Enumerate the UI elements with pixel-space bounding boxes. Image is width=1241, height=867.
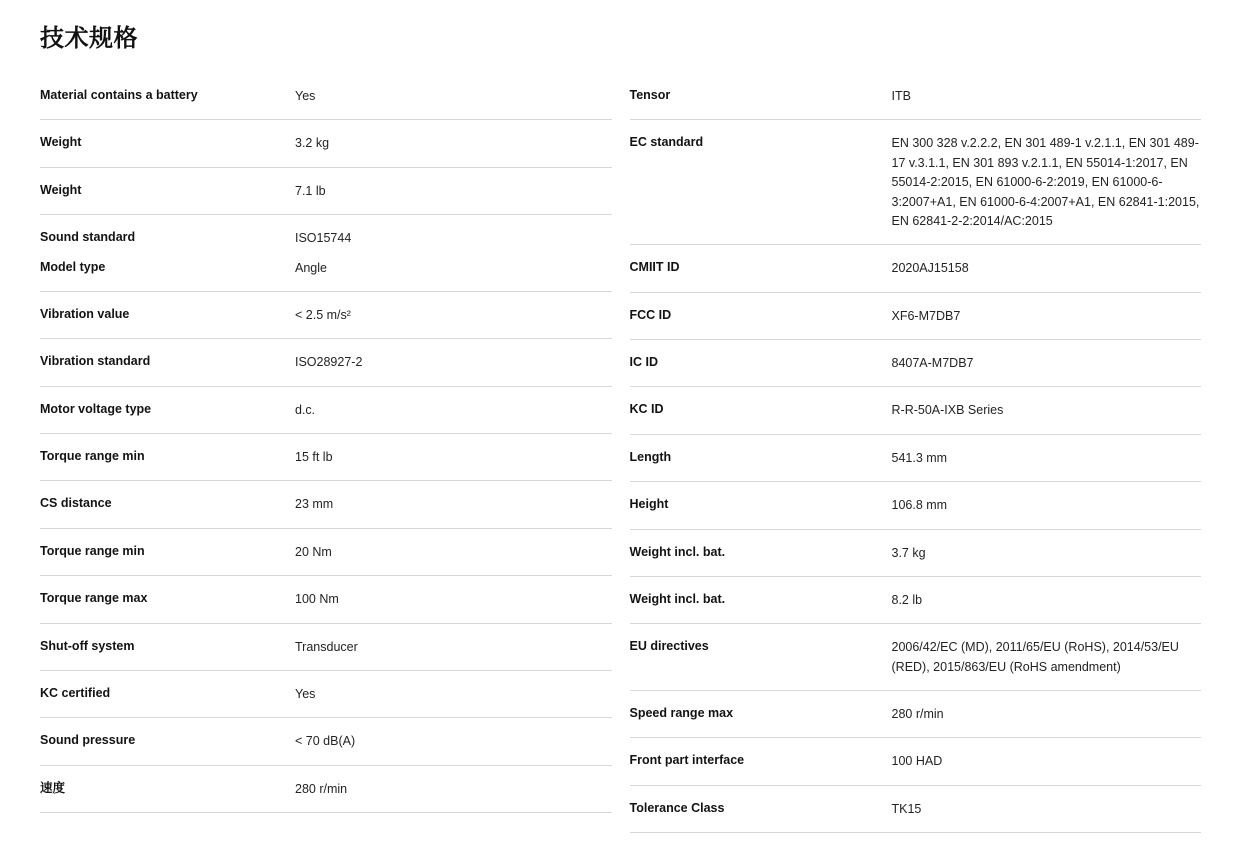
spec-label: IC ID <box>629 355 658 369</box>
spec-label: Sound standard <box>40 230 136 245</box>
spec-value: 2006/42/EC (MD), 2011/65/EU (RoHS), 2014/53/EU (RED), 2015/863/EU (RoHS amendment) <box>891 640 1179 674</box>
spec-label: Length <box>629 449 672 464</box>
spec-row <box>40 168 612 215</box>
spec-label: Weight <box>40 182 82 197</box>
spec-row <box>40 292 612 339</box>
spec-label: Tolerance Class <box>629 800 725 815</box>
spec-label: EC standard <box>629 135 704 150</box>
spec-row <box>630 120 1202 245</box>
spec-row <box>40 624 612 671</box>
spec-label: CMIIT ID <box>629 260 680 275</box>
spec-column-right <box>630 73 1202 833</box>
spec-value: 3.7 kg <box>891 545 926 560</box>
spec-row <box>630 530 1202 577</box>
spec-value: 15 ft lb <box>295 450 333 464</box>
spec-label: Torque range min <box>40 543 145 558</box>
spec-value: 100 Nm <box>295 592 339 607</box>
spec-label: Weight incl. bat. <box>629 591 726 606</box>
spec-value: < 2.5 m/s² <box>295 307 351 322</box>
spec-row <box>40 434 612 481</box>
spec-row <box>630 738 1202 785</box>
spec-row <box>630 691 1202 738</box>
spec-value: 2020AJ15158 <box>891 261 969 276</box>
spec-label: Vibration value <box>40 306 130 321</box>
spec-value: 280 r/min <box>891 707 944 721</box>
spec-value: Angle <box>295 260 327 275</box>
spec-row <box>40 529 612 576</box>
spec-row <box>40 215 612 252</box>
spec-value: R-R-50A-IXB Series <box>891 403 1004 418</box>
spec-row <box>630 340 1202 387</box>
spec-value: 106.8 mm <box>891 498 948 513</box>
spec-value: 280 r/min <box>295 781 348 796</box>
spec-row <box>630 73 1202 120</box>
spec-row <box>630 245 1202 292</box>
spec-label: EU directives <box>629 639 709 654</box>
spec-label: Torque range max <box>40 591 148 606</box>
spec-row <box>40 576 612 623</box>
spec-value: 3.2 kg <box>295 136 330 151</box>
spec-column-left <box>40 73 612 813</box>
spec-row <box>630 624 1202 691</box>
spec-row <box>40 253 612 292</box>
spec-label: Sound pressure <box>40 733 136 748</box>
spec-label: Front part interface <box>629 753 745 768</box>
spec-value: ISO15744 <box>295 231 352 246</box>
spec-value: d.c. <box>295 402 316 417</box>
spec-value: EN 300 328 v.2.2.2, EN 301 489-1 v.2.1.1, EN 301 489-17 v.3.1.1, EN 301 893 v.2.1.1, EN 55014-1:2017, EN 55014-2:2015, EN 61000-6-2:2019, EN 61000-6-3:2007+A1, EN 61000-6-4:2007+A1, EN 62841-1:2015, EN 62841-2-2:2014/AC:2015 <box>891 136 1200 228</box>
spec-value: 23 mm <box>295 497 334 512</box>
spec-value: 8.2 lb <box>891 592 923 607</box>
spec-value: ISO28927-2 <box>295 355 363 370</box>
spec-row <box>630 786 1202 833</box>
spec-row <box>40 481 612 528</box>
spec-row <box>40 120 612 167</box>
spec-value: Yes <box>295 686 316 701</box>
spec-value: 100 HAD <box>891 754 943 769</box>
spec-label: Torque range min <box>40 449 145 463</box>
spec-label: Height <box>629 497 669 512</box>
spec-label: Weight incl. bat. <box>629 544 726 559</box>
spec-row <box>630 293 1202 340</box>
spec-row <box>630 577 1202 624</box>
spec-label: 速度 <box>40 780 66 795</box>
spec-value: 20 Nm <box>295 544 332 559</box>
spec-columns <box>40 73 1201 833</box>
spec-row <box>630 387 1202 434</box>
spec-value: ITB <box>891 89 911 103</box>
spec-label: KC certified <box>40 685 111 700</box>
spec-row <box>40 73 612 120</box>
spec-label: Tensor <box>629 88 671 102</box>
spec-row <box>630 482 1202 529</box>
spec-value: < 70 dB(A) <box>295 734 356 749</box>
spec-label: KC ID <box>629 402 664 417</box>
spec-label: Model type <box>40 259 106 274</box>
spec-row <box>630 435 1202 482</box>
spec-value: XF6-M7DB7 <box>891 308 961 323</box>
page-title: 技术规格 <box>40 25 138 52</box>
spec-label: Weight <box>40 135 82 150</box>
spec-row <box>40 671 612 718</box>
spec-label: Motor voltage type <box>40 401 152 416</box>
spec-label: FCC ID <box>629 307 672 322</box>
spec-label: Speed range max <box>629 706 734 720</box>
spec-value: Yes <box>295 89 316 103</box>
spec-value: Transducer <box>295 639 358 654</box>
spec-value: 541.3 mm <box>891 450 948 465</box>
spec-label: CS distance <box>40 496 112 511</box>
spec-value: TK15 <box>891 801 922 816</box>
spec-row <box>40 766 612 813</box>
spec-label: Vibration standard <box>40 354 151 369</box>
spec-label: Shut-off system <box>40 638 135 653</box>
spec-value: 7.1 lb <box>295 183 326 198</box>
spec-row <box>40 339 612 386</box>
spec-row <box>40 718 612 765</box>
spec-value: 8407A-M7DB7 <box>891 356 974 370</box>
spec-label: Material contains a battery <box>40 88 198 102</box>
spec-row <box>40 387 612 434</box>
